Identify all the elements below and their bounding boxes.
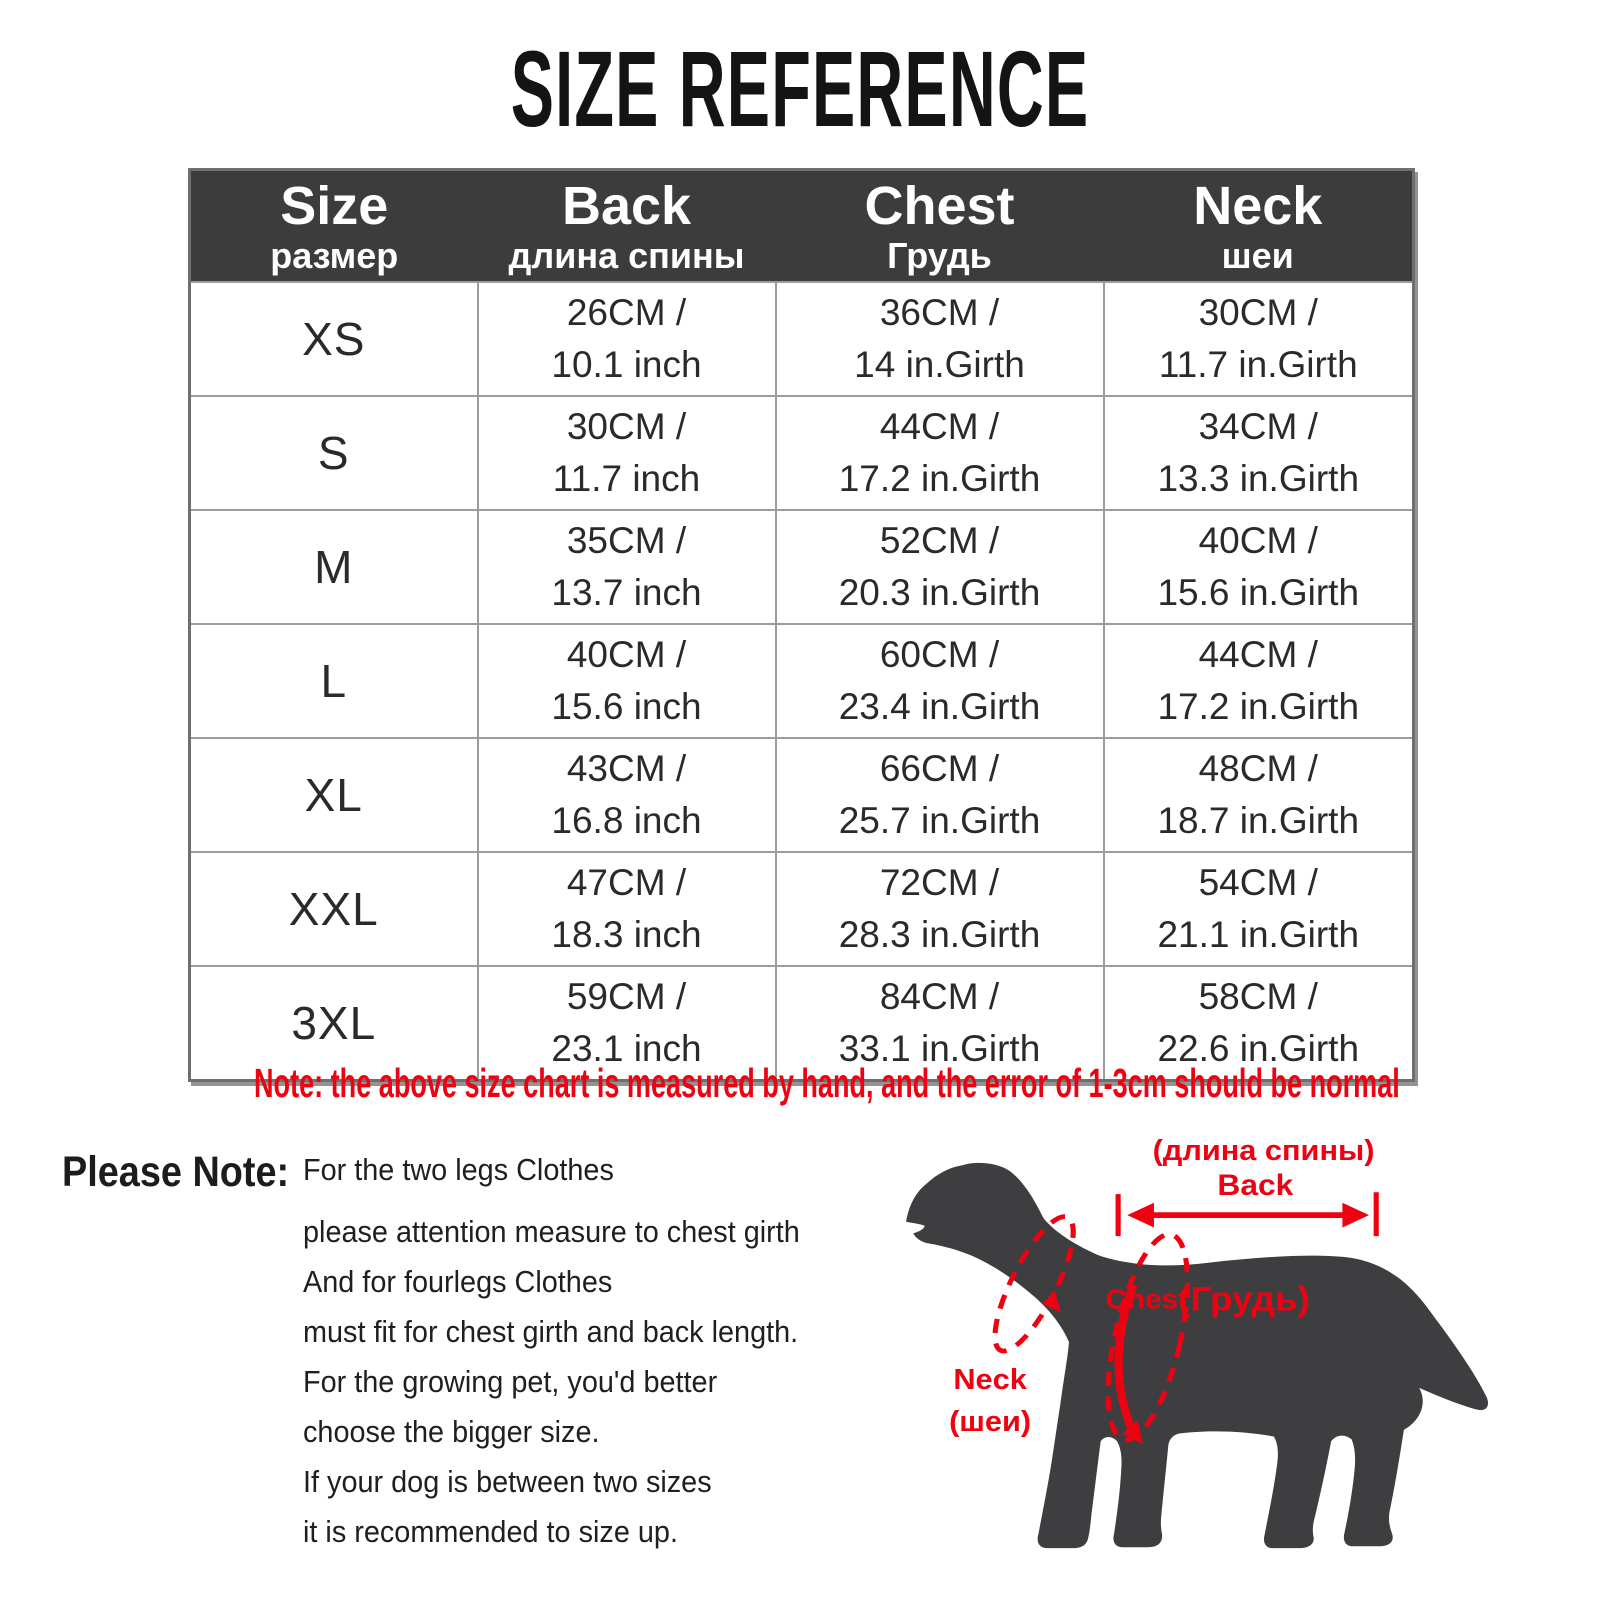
measurement-error-note: Note: the above size chart is measured by hand, and the error of 1-3cm should be normal <box>254 1060 1400 1106</box>
back-inch: 16.8 inch <box>551 800 702 841</box>
note-line: For the two legs Clothes <box>303 1152 614 1187</box>
back-cm: 43CM / <box>566 748 687 789</box>
neck-inch: 18.7 in.Girth <box>1157 800 1360 841</box>
cell-size: 3XL <box>190 966 478 1081</box>
chest-inch: 14 in.Girth <box>854 344 1025 385</box>
header-neck <box>1104 170 1414 283</box>
neck-cm: 48CM / <box>1198 748 1318 789</box>
neck-cm: 34CM / <box>1198 406 1318 447</box>
back-label-en: Back <box>1217 1168 1294 1202</box>
cell-neck <box>1104 852 1414 966</box>
header-back <box>478 170 776 283</box>
note-line: please attention measure to chest girth <box>303 1214 800 1249</box>
neck-inch: 11.7 in.Girth <box>1158 344 1358 385</box>
dog-measurement-diagram <box>859 1113 1494 1552</box>
size-reference-table <box>188 168 1415 1082</box>
header-back-en: Back <box>561 176 692 236</box>
chest-label-en: Chest <box>1105 1284 1189 1316</box>
back-inch: 18.3 inch <box>551 914 702 955</box>
neck-inch: 15.6 in.Girth <box>1157 572 1360 613</box>
back-inch: 13.7 inch <box>551 572 702 613</box>
chest-label-ru: (Грудь) <box>1178 1279 1310 1319</box>
cell-back <box>478 852 776 966</box>
table-row <box>190 396 1414 510</box>
cell-size: XXL <box>190 852 478 966</box>
neck-inch: 21.1 in.Girth <box>1157 914 1360 955</box>
chest-cm: 44CM / <box>879 406 1000 447</box>
cell-back <box>478 510 776 624</box>
neck-inch: 13.3 in.Girth <box>1157 458 1360 499</box>
cell-chest <box>776 396 1104 510</box>
header-size-ru: размер <box>270 235 399 276</box>
please-note-label: Please Note: <box>62 1148 290 1196</box>
back-cm: 30CM / <box>566 406 687 447</box>
chest-cm: 36CM / <box>879 292 1000 333</box>
neck-cm: 58CM / <box>1198 976 1318 1017</box>
cell-neck <box>1104 624 1414 738</box>
back-cm: 40CM / <box>566 634 687 675</box>
note-line: And for fourlegs Clothes <box>303 1264 613 1299</box>
neck-cm: 30CM / <box>1198 292 1318 333</box>
back-cm: 35CM / <box>566 520 687 561</box>
note-line: If your dog is between two sizes <box>303 1464 712 1499</box>
cell-neck <box>1104 282 1414 396</box>
cell-back <box>478 624 776 738</box>
dog-silhouette-icon <box>906 1163 1488 1548</box>
note-line: For the growing pet, you'd better <box>303 1364 718 1399</box>
back-inch: 11.7 inch <box>552 458 701 499</box>
table-row <box>190 510 1414 624</box>
table-row <box>190 282 1414 396</box>
chest-cm: 60CM / <box>879 634 1000 675</box>
note-line: it is recommended to size up. <box>303 1514 678 1549</box>
header-neck-en: Neck <box>1193 176 1323 236</box>
please-note-lines <box>303 1152 837 1564</box>
chest-cm: 52CM / <box>879 520 1000 561</box>
neck-label-ru: (шеи) <box>949 1405 1032 1438</box>
back-inch: 15.6 inch <box>551 686 702 727</box>
page-title: SIZE REFERENCE <box>510 28 1090 149</box>
neck-inch: 22.6 in.Girth <box>1157 1028 1360 1069</box>
cell-size: XS <box>190 282 478 396</box>
back-arrowhead-left-icon <box>1127 1203 1154 1228</box>
cell-chest <box>776 738 1104 852</box>
neck-cm: 40CM / <box>1198 520 1318 561</box>
note-line: must fit for chest girth and back length. <box>303 1314 799 1349</box>
header-size <box>190 170 478 283</box>
header-back-ru: длина спины <box>508 235 745 276</box>
table-row <box>190 852 1414 966</box>
cell-size: S <box>190 396 478 510</box>
neck-cm: 54CM / <box>1198 862 1318 903</box>
cell-chest <box>776 282 1104 396</box>
header-neck-ru: шеи <box>1221 235 1294 276</box>
chest-inch: 20.3 in.Girth <box>838 572 1041 613</box>
chest-inch: 23.4 in.Girth <box>838 686 1041 727</box>
chest-inch: 17.2 in.Girth <box>838 458 1041 499</box>
cell-chest <box>776 852 1104 966</box>
back-inch: 10.1 inch <box>551 344 702 385</box>
table-row <box>190 624 1414 738</box>
table-header-row <box>190 170 1414 283</box>
chest-cm: 66CM / <box>879 748 1000 789</box>
header-chest-ru: Грудь <box>887 235 992 276</box>
cell-back <box>478 738 776 852</box>
cell-back <box>478 396 776 510</box>
chest-cm: 84CM / <box>879 976 1000 1017</box>
table-row <box>190 738 1414 852</box>
back-cm: 59CM / <box>566 976 687 1017</box>
cell-neck <box>1104 510 1414 624</box>
cell-size: M <box>190 510 478 624</box>
cell-chest <box>776 510 1104 624</box>
back-arrowhead-right-icon <box>1342 1203 1369 1228</box>
cell-chest <box>776 624 1104 738</box>
cell-neck <box>1104 738 1414 852</box>
neck-label-en: Neck <box>953 1363 1027 1396</box>
chest-inch: 25.7 in.Girth <box>838 800 1041 841</box>
chest-inch: 33.1 in.Girth <box>838 1028 1041 1069</box>
back-label-ru: (длина спины) <box>1152 1134 1375 1167</box>
cell-neck <box>1104 396 1414 510</box>
cell-size: L <box>190 624 478 738</box>
neck-cm: 44CM / <box>1198 634 1318 675</box>
cell-size: XL <box>190 738 478 852</box>
back-cm: 47CM / <box>566 862 687 903</box>
header-chest <box>776 170 1104 283</box>
back-cm: 26CM / <box>566 292 687 333</box>
header-size-en: Size <box>280 176 389 236</box>
chest-cm: 72CM / <box>879 862 1000 903</box>
cell-back <box>478 282 776 396</box>
chest-inch: 28.3 in.Girth <box>838 914 1041 955</box>
neck-inch: 17.2 in.Girth <box>1157 686 1360 727</box>
note-line: choose the bigger size. <box>303 1414 600 1449</box>
header-chest-en: Chest <box>864 176 1015 236</box>
back-inch: 23.1 inch <box>551 1028 702 1069</box>
